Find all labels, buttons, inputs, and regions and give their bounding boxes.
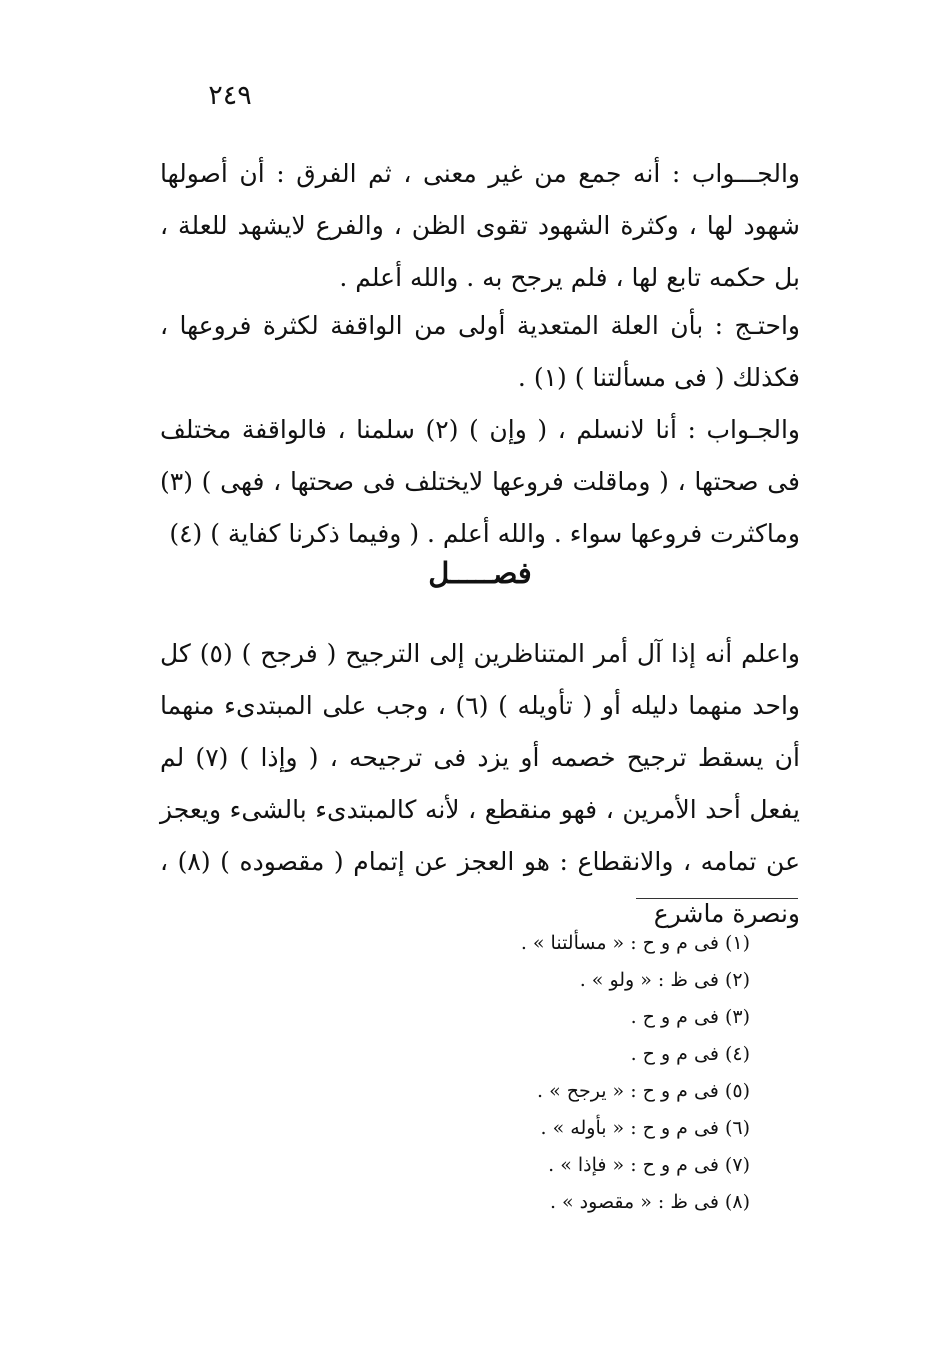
paragraph-text: واحتـج : بأن العلة المتعدية أولى من الواقفة لكثرة فروعها ، فكذلك ( فى مسألتنا ) (١) . (160, 311, 800, 392)
footnotes-list (420, 925, 750, 1221)
footnote-item: (٤) فى م و ح . (630, 1043, 750, 1065)
section-paragraph (160, 628, 800, 940)
paragraph-text: والجـــواب : أنه جمع من غير معنى ، ثم الفرق : أن أصولها شهود لها ، وكثرة الشهود تقوى الظن ، والفرع لايشهد للعلة ، بل حكمه تابع لها ، فلم يرجح به . والله أعلم . (160, 159, 800, 292)
body-paragraph-3 (160, 404, 800, 560)
footnote-item: (١) فى م و ح : « مسألتنا » . (520, 932, 750, 954)
footnote-separator (636, 898, 798, 899)
footnote-item: (٣) فى م و ح . (630, 1006, 750, 1028)
footnote-item: (٧) فى م و ح : « فإذا » . (548, 1154, 750, 1176)
footnote-item: (٢) فى ظ : « ولو » . (579, 969, 750, 991)
section-heading: فصـــــل (428, 556, 532, 590)
body-paragraph-2 (160, 300, 800, 404)
footnote-item: (٥) فى م و ح : « يرجح » . (536, 1080, 750, 1102)
footnote-item: (٨) فى ظ : « مقصود » . (549, 1191, 750, 1213)
page-number: ٢٤٩ (208, 80, 252, 111)
body-paragraph-1 (160, 148, 800, 304)
paragraph-text: والجـواب : أنا لانسلم ، ( وإن ) (٢) سلمنا ، فالواقفة مختلف فى صحتها ، ( وماقلت فروعها لايختلف فى صحتها ، فهى ) (٣) وماكثرت فروعها سواء . والله أعلم . ( وفيما ذكرنا كفاية ) (٤) (160, 415, 800, 548)
footnote-item: (٦) فى م و ح : « بأوله » . (540, 1117, 750, 1139)
paragraph-text: واعلم أنه إذا آل أمر المتناظرين إلى الترجيح ( فرجح ) (٥) كل واحد منهما دليله أو ( تأويله ) (٦) ، وجب على المبتدىء منهما أن يسقط ترجيح خصمه أو يزد فى ترجيحه ، ( وإذا ) (٧) لم يفعل أحد الأمرين ، فهو منقطع ، لأنه كالمبتدىء بالشىء ويعجز عن تمامه ، والانقطاع : هو العجز عن إتمام ( مقصوده ) (٨) ، ونصرة ماشرع (160, 639, 800, 928)
